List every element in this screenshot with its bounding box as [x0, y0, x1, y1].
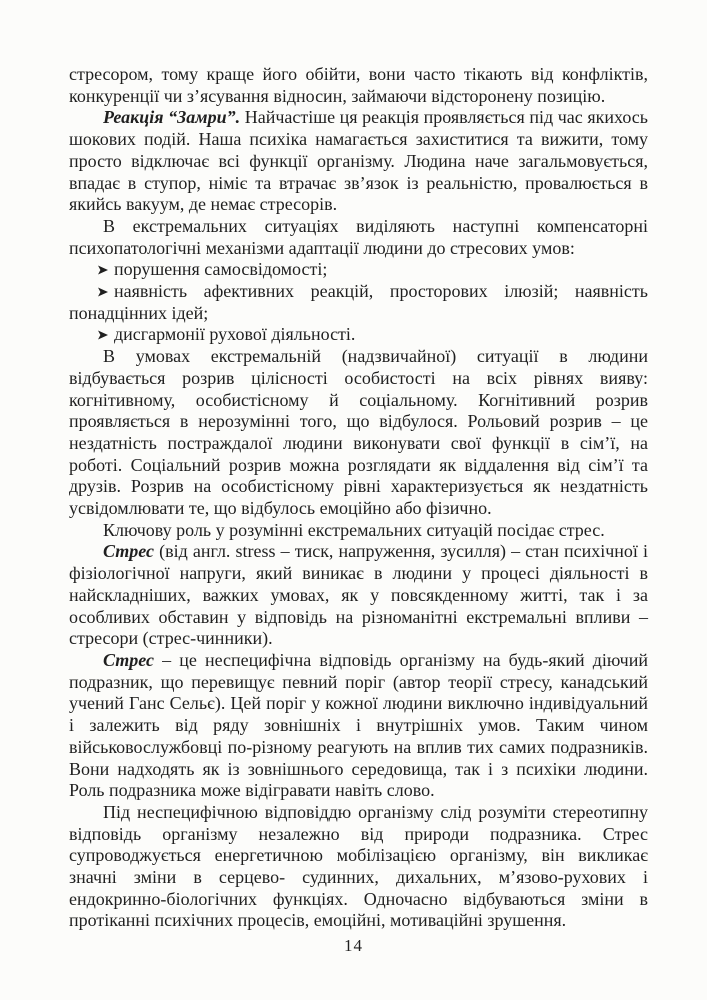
bullet-item	[69, 259, 648, 281]
paragraph	[69, 802, 648, 932]
term-emphasis: Стрес	[103, 541, 155, 562]
body-text: В екстремальних ситуаціях виділяють наступні компенсаторні психопатологічні механізми адаптації людини до стресових умов:	[69, 215, 648, 258]
body-text: наявність афективних реакцій, просторових ілюзій; наявність понадцінних ідей;	[69, 281, 648, 323]
text-block	[69, 64, 648, 932]
paragraph	[69, 64, 648, 107]
body-text: порушення самосвідомості;	[114, 259, 328, 280]
body-text: Ключову роль у розумінні екстремальних ситуацій посідає стрес.	[103, 519, 605, 540]
bullet-item	[69, 281, 648, 324]
body-text: Найчастіше ця реакція проявляється під час якихось шокових подій. Наша психіка намагається захиститися та вижити, тому просто відключає всі функції організму. Людина наче загальмовується, впадає в ступор, німіє та втрачає зв’язок із реальністю, провалюється в якийсь вакуум, де немає стресорів.	[69, 107, 648, 215]
bullet-item	[69, 324, 648, 346]
paragraph	[69, 541, 648, 650]
body-text: дисгармонії рухової діяльності.	[114, 324, 356, 345]
arrowhead-right-icon	[97, 329, 109, 341]
term-emphasis: Реакція “Замри”.	[103, 107, 241, 128]
body-text: (від англ. stress – тиск, напруження, зусилля) – стан психічної і фізіологічної напруги, який виникає в людини у процесі діяльності в найскладніших, важких умовах, як у повсякденному житті, так і за особливих обставин у відповідь на різноманітні екстремальні впливи – стресори (стрес-чинники).	[69, 541, 648, 649]
body-text: стресором, тому краще його обійти, вони часто тікають від конфліктів, конкуренції чи з’ясування відносин, займаючи відсторонену позицію.	[69, 64, 648, 106]
paragraph	[69, 650, 648, 802]
paragraph	[69, 346, 648, 520]
arrowhead-right-icon	[97, 264, 109, 276]
page-number: 14	[344, 936, 363, 955]
body-text: В умовах екстремальній (надзвичайної) ситуації в людини відбувається розрив цілісності особистості на всіх рівнях вияву: когнітивному, особистісному й соціальному. Когнітивний розрив проявляється в нерозумінні того, що відбулося. Рольовий розрив – це нездатність постраждалої людини виконувати свої функції в сім’ї, на роботі. Соціальний розрив можна розглядати як віддалення від сім’ї та друзів. Розрив на особистісному рівні характеризується як нездатність усвідомлювати те, що відбулось емоційно або фізично.	[69, 346, 648, 519]
arrowhead-right-icon	[97, 286, 109, 298]
body-text: Під неспецифічною відповіддю організму слід розуміти стереотипну відповідь організму незалежно від природи подразника. Стрес супроводжується енергетичною мобілізацією організму, він викликає значні зміни в серцево- судинних, дихальних, м’язово-рухових і ендокринно-біологічних функціях. Одночасно відбуваються зміни в протіканні психічних процесів, емоційні, мотиваційні зрушення.	[69, 801, 648, 931]
body-text: – це неспецифічна відповідь організму на будь-який діючий подразник, що перевищує певний поріг (автор теорії стресу, канадський учений Ганс Сельє). Цей поріг у кожної людини виключно індивідуальний і залежить від ряду зовнішніх і внутрішніх умов. Таким чином військовослужбовці по-різному реагують на вплив тих самих подразників. Вони надходять як із зовнішнього середовища, так і з психіки людини. Роль подразника може відігравати навіть слово.	[69, 649, 648, 801]
paragraph	[69, 520, 648, 542]
paragraph	[69, 107, 648, 216]
term-emphasis: Стрес	[103, 649, 155, 670]
paragraph	[69, 216, 648, 259]
